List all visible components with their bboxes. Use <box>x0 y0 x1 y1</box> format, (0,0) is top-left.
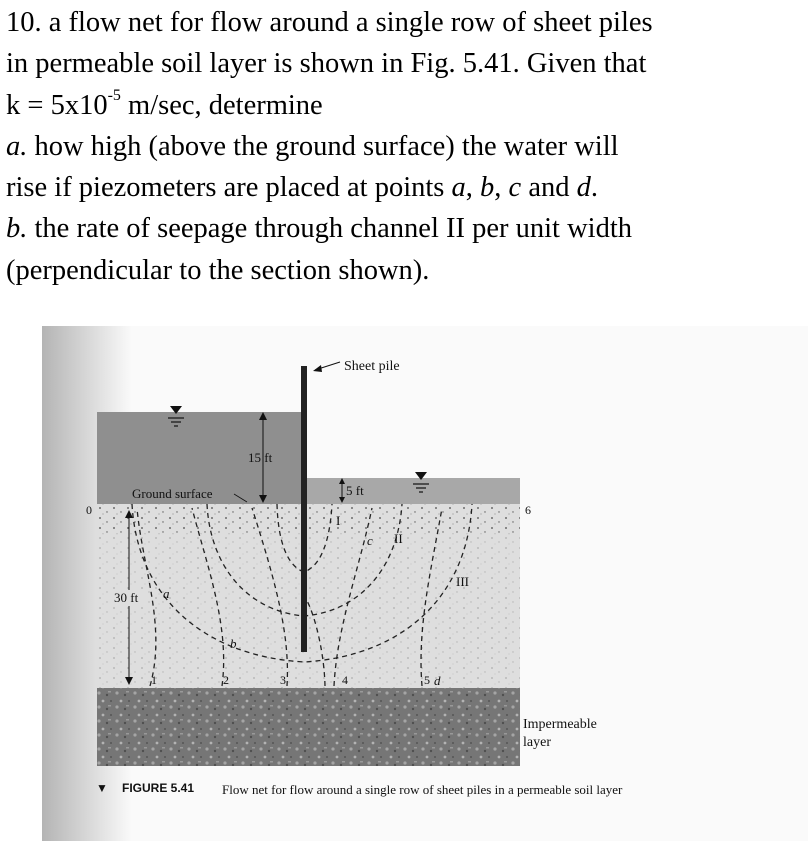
point-a: a <box>163 586 170 601</box>
question-line-3 <box>6 85 806 126</box>
equipotential-label-1: 1 <box>151 673 157 687</box>
sep-2: , <box>494 172 509 204</box>
question-text <box>6 2 806 291</box>
k-exponent: -5 <box>107 86 121 104</box>
part-b-text-1: the rate of seepage through channel II per unit width <box>27 213 632 245</box>
point-c: c <box>367 533 373 548</box>
caption-label: FIGURE 5.41 <box>122 781 195 795</box>
channel-III: III <box>456 574 469 589</box>
figure-5-41 <box>42 326 808 841</box>
k-unit: m/sec, determine <box>120 89 323 121</box>
impermeable-layer <box>97 688 520 766</box>
caption-marker: ▼ <box>96 781 108 795</box>
equipotential-label-5: 5 <box>424 673 430 687</box>
sheet-pile <box>301 366 307 652</box>
point-c-ref: c <box>508 172 522 204</box>
flow-net-diagram <box>42 326 808 841</box>
part-b-line-1 <box>6 208 806 249</box>
question-line-2: in permeable soil layer is shown in Fig. 5.41. Given that <box>6 48 647 80</box>
equipotential-label-3: 3 <box>280 673 286 687</box>
part-a-label: a. <box>6 130 28 162</box>
point-a-ref: a <box>451 172 466 204</box>
sep-1: , <box>465 172 481 204</box>
impermeable-label-2: layer <box>523 735 551 750</box>
dim-30ft-label: 30 ft <box>114 590 139 605</box>
question-line-1: 10. a flow net for flow around a single row of sheet piles <box>6 7 653 38</box>
impermeable-label-1: Impermeable <box>523 717 597 732</box>
sep-3: and <box>521 172 577 204</box>
caption-text: Flow net for flow around a single row of sheet piles in a permeable soil layer <box>222 782 623 797</box>
point-d: d <box>434 673 441 688</box>
point-d-ref: d <box>576 172 591 204</box>
ground-surface-label: Ground surface <box>132 486 213 501</box>
point-b: b <box>230 636 237 651</box>
dim-15ft-label: 15 ft <box>248 450 273 465</box>
channel-I: I <box>336 513 341 528</box>
part-a-text-1: how high (above the ground surface) the water will <box>27 130 619 162</box>
part-a-text-2: rise if piezometers are placed at points <box>6 172 452 204</box>
point-b-ref: b <box>480 172 495 204</box>
equipotential-label-4: 4 <box>342 673 348 687</box>
downstream-water <box>304 478 520 504</box>
period: . <box>590 172 598 204</box>
sheet-pile-label: Sheet pile <box>344 359 400 374</box>
part-a-line-2 <box>6 167 806 208</box>
part-b-line-2: (perpendicular to the section shown). <box>6 254 430 286</box>
equipotential-label-2: 2 <box>223 673 229 687</box>
k-value: k = 5x10 <box>6 89 108 121</box>
part-a-line-1 <box>6 126 806 167</box>
channel-II: II <box>394 531 403 546</box>
equipotential-0: 0 <box>86 503 92 517</box>
equipotential-label-6: 6 <box>525 503 531 517</box>
dim-5ft-label: 5 ft <box>346 483 364 498</box>
part-b-label: b. <box>6 213 28 245</box>
